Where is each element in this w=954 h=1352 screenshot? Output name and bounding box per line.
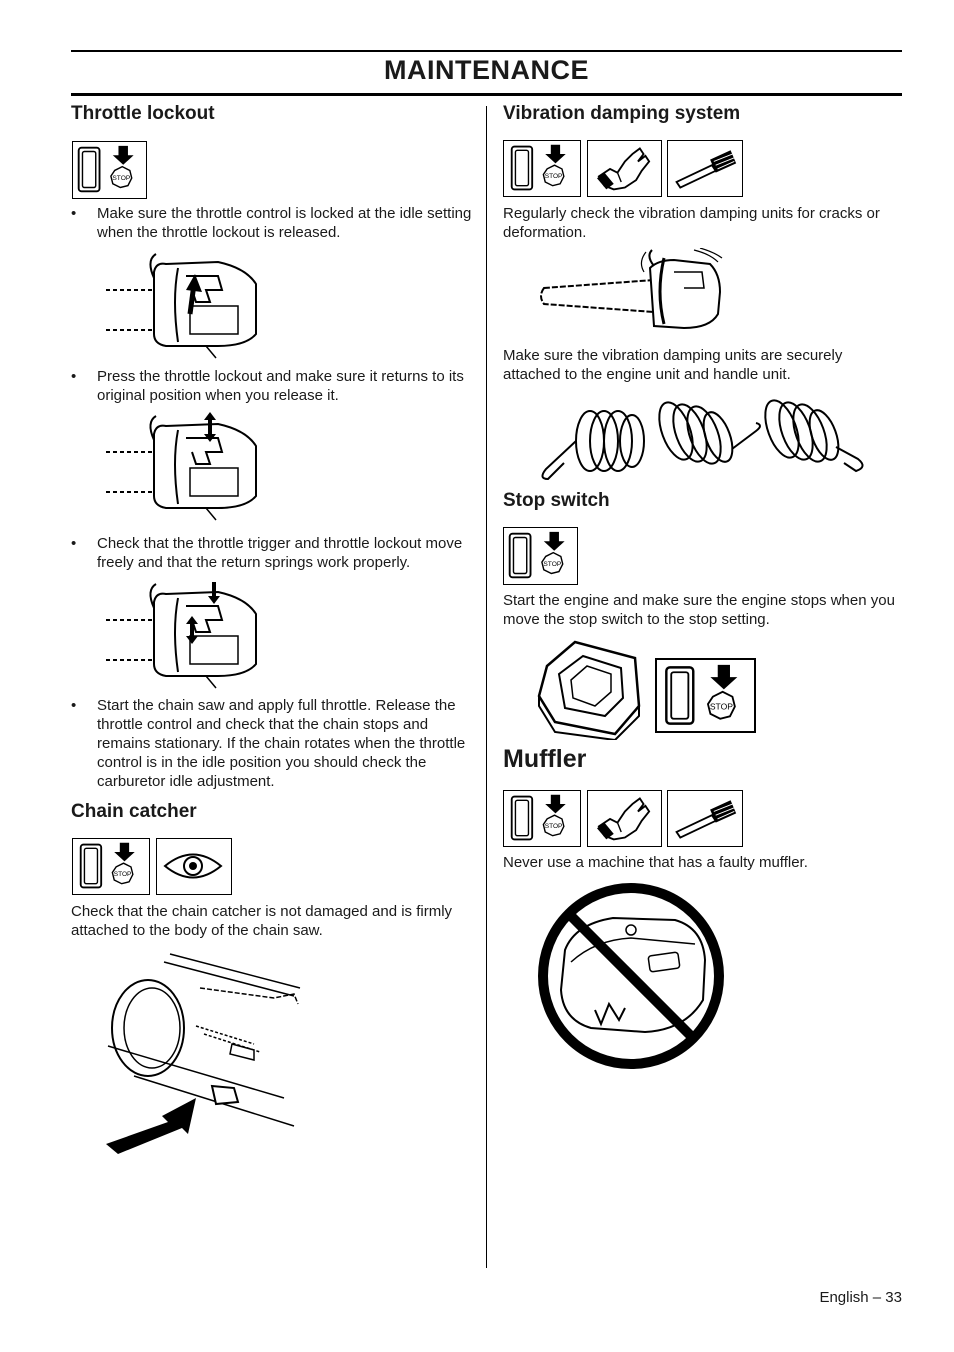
page-footer: English – 33	[819, 1289, 902, 1306]
stop-switch-heading: Stop switch	[503, 490, 610, 511]
stop-switch-icon	[504, 141, 579, 195]
vibration-text-1: Regularly check the vibration damping units for cracks or deformation.	[503, 205, 880, 241]
brush-icon	[668, 141, 741, 195]
inspect-symbol	[156, 838, 232, 895]
page-title: MAINTENANCE	[384, 55, 589, 85]
stop-symbol	[503, 140, 581, 197]
glove-icon	[588, 791, 660, 845]
stop-label: STOP	[544, 823, 563, 831]
chain-catcher-text: Check that the chain catcher is not damaged and is firmly attached to the body of the chain saw.	[71, 903, 453, 939]
stop-label: STOP	[544, 173, 563, 181]
glove-icon	[588, 141, 660, 195]
throttle-lockout-illustration-2	[106, 412, 266, 522]
gloves-symbol	[587, 140, 662, 197]
stop-label: STOP	[709, 701, 733, 712]
list-item: • Check that the throttle trigger and throttle lockout move freely and that the return springs work properly.	[71, 535, 463, 571]
brush-symbol	[667, 140, 743, 197]
vibration-illustration	[534, 248, 724, 340]
list-item: • Press the throttle lockout and make sure it returns to its original position when you release it.	[71, 368, 464, 404]
stop-symbol	[503, 790, 581, 847]
faulty-muffler-illustration	[535, 880, 727, 1072]
brush-icon	[668, 791, 741, 845]
stop-symbol	[503, 527, 578, 585]
chain-catcher-illustration	[104, 948, 304, 1158]
stop-symbol-large	[655, 658, 756, 733]
stop-switch-illustration	[535, 636, 645, 740]
list-item: • Start the chain saw and apply full throttle. Release the throttle control and check that the chain stops and remains stationary. If the chain rotates when the throttle control is in the idle position you should check the carburetor idle adjustment.	[71, 697, 466, 790]
brush-symbol	[667, 790, 743, 847]
stop-symbol	[72, 838, 150, 895]
eye-icon	[157, 839, 230, 893]
stop-switch-icon	[504, 791, 579, 845]
stop-label: STOP	[543, 560, 562, 568]
top-rule	[71, 50, 902, 52]
stop-switch-icon	[73, 839, 148, 893]
chainsaw-handle-icon	[106, 412, 266, 522]
spring-icon	[536, 393, 872, 485]
chainsaw-handle-icon	[106, 580, 266, 690]
throttle-lockout-heading: Throttle lockout	[71, 103, 215, 124]
muffler-heading: Muffler	[503, 745, 587, 773]
vibration-text-2: Make sure the vibration damping units are securely attached to the engine unit and handle unit.	[503, 347, 843, 383]
gloves-symbol	[587, 790, 662, 847]
chainsaw-icon	[534, 248, 724, 340]
stop-label: STOP	[113, 871, 132, 879]
stop-switch-icon	[657, 660, 754, 731]
throttle-lockout-illustration-1	[106, 250, 266, 360]
chain-catcher-icon	[104, 948, 304, 1158]
stop-switch-text: Start the engine and make sure the engine stops when you move the stop switch to the stop setting.	[503, 592, 895, 628]
title-rule	[71, 93, 902, 96]
throttle-lockout-illustration-3	[106, 580, 266, 690]
switch-icon	[535, 636, 645, 740]
stop-symbol	[72, 141, 147, 199]
stop-switch-icon	[504, 528, 576, 583]
muffler-text: Never use a machine that has a faulty muffler.	[503, 854, 808, 871]
prohibited-icon	[535, 880, 727, 1072]
column-divider	[486, 106, 487, 1268]
stop-label: STOP	[112, 174, 131, 182]
list-item: • Make sure the throttle control is locked at the idle setting when the throttle lockout is released.	[71, 205, 472, 241]
chainsaw-handle-icon	[106, 250, 266, 360]
stop-switch-icon	[73, 142, 145, 197]
damping-springs-illustration	[536, 393, 872, 485]
vibration-heading: Vibration damping system	[503, 103, 741, 124]
chain-catcher-heading: Chain catcher	[71, 801, 197, 822]
